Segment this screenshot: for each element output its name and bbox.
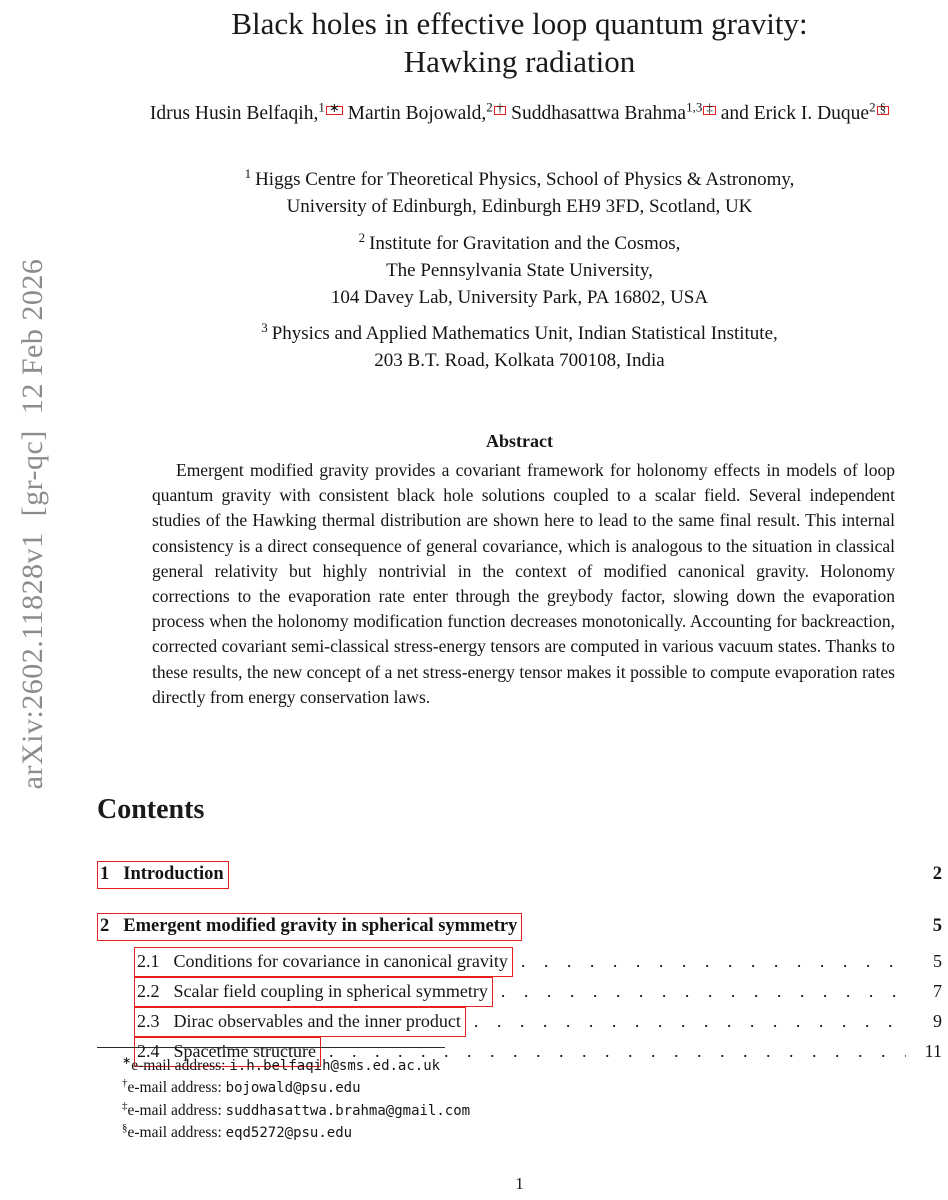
affiliation-1-text: Higgs Centre for Theoretical Physics, School of Physics & Astronomy, bbox=[255, 169, 795, 190]
affiliation-1 bbox=[97, 166, 942, 220]
affiliation-3-sup: 3 bbox=[261, 319, 268, 335]
toc-section-title: Introduction bbox=[123, 864, 224, 884]
toc-page-number: 7 bbox=[933, 981, 942, 1001]
toc-link-section-2-3[interactable] bbox=[134, 1007, 466, 1037]
footnote-2-mark: † bbox=[122, 1077, 128, 1090]
toc-page-number: 2 bbox=[932, 864, 942, 884]
toc-row-section-2-2 bbox=[97, 977, 942, 1007]
footnote-1-label: e-mail address: bbox=[131, 1057, 230, 1074]
footnotes bbox=[97, 1047, 942, 1144]
footnote-4-label: e-mail address: bbox=[127, 1123, 226, 1141]
affiliation-2-text: Institute for Gravitation and the Cosmos, bbox=[369, 233, 681, 254]
affiliation-2-line-1 bbox=[97, 230, 942, 257]
affiliation-1-line-1 bbox=[97, 166, 942, 193]
author-4 bbox=[720, 99, 889, 124]
toc-page-number: 5 bbox=[933, 951, 942, 971]
author-1-footnote-link[interactable]: ∗ bbox=[326, 106, 343, 115]
author-3-affil-sup: 1,3 bbox=[686, 99, 703, 115]
toc-row-section-2-1 bbox=[97, 947, 942, 977]
author-list bbox=[97, 100, 942, 127]
toc-link-section-2-2[interactable] bbox=[134, 977, 493, 1007]
footnote-2-label: e-mail address: bbox=[127, 1079, 226, 1097]
footnote-4-mark: § bbox=[122, 1121, 128, 1134]
toc-row-section-2 bbox=[97, 913, 942, 941]
affiliation-1-line-2: University of Edinburgh, Edinburgh EH9 3FD, Scotland, UK bbox=[286, 196, 753, 217]
footnote-2-email: bojowald@psu.edu bbox=[225, 1080, 361, 1097]
toc-row-section-1 bbox=[97, 861, 942, 889]
abstract-heading: Abstract bbox=[486, 431, 553, 451]
affiliation-2-sup: 2 bbox=[358, 229, 366, 245]
author-3-footnote-link[interactable]: ‡ bbox=[703, 106, 716, 115]
affiliation-2-line-2: The Pennsylvania State University, bbox=[386, 260, 653, 281]
toc-section-title: Dirac observables and the inner product bbox=[173, 1011, 461, 1031]
author-4-name: and Erick I. Duque bbox=[720, 103, 870, 124]
toc-leader-dots bbox=[521, 948, 906, 975]
toc-link-section-2[interactable] bbox=[97, 913, 522, 941]
footnote-2 bbox=[97, 1077, 942, 1099]
table-of-contents bbox=[97, 861, 942, 1067]
page-number: 1 bbox=[515, 1174, 524, 1193]
toc-page-number: 9 bbox=[933, 1011, 942, 1031]
footnote-4-email: eqd5272@psu.edu bbox=[225, 1124, 353, 1141]
footnote-3-mark: ‡ bbox=[122, 1099, 128, 1112]
author-1 bbox=[149, 99, 343, 124]
affiliation-3 bbox=[97, 320, 942, 374]
footnote-3-email: suddhasattwa.brahma@gmail.com bbox=[225, 1102, 471, 1119]
toc-section-number: 2.3 bbox=[137, 1011, 160, 1031]
author-1-affil-sup: 1 bbox=[318, 99, 325, 115]
toc-section-title: Scalar field coupling in spherical symmetry bbox=[173, 981, 488, 1001]
affiliation-3-line-2: 203 B.T. Road, Kolkata 700108, India bbox=[374, 350, 665, 371]
paper-title-line-2: Hawking radiation bbox=[403, 44, 636, 79]
author-2-name: Martin Bojowald, bbox=[347, 103, 487, 124]
contents-heading: Contents bbox=[97, 794, 205, 825]
affiliation-3-text: Physics and Applied Mathematics Unit, Indian Statistical Institute, bbox=[271, 323, 778, 344]
toc-section-title: Spacetime structure bbox=[173, 1041, 316, 1061]
toc-leader-dots bbox=[474, 1008, 906, 1035]
author-2-affil-sup: 2 bbox=[486, 99, 493, 115]
toc-link-section-1[interactable] bbox=[97, 861, 229, 889]
footnote-1-mark: ∗ bbox=[122, 1054, 132, 1067]
toc-leader-dots bbox=[501, 978, 906, 1005]
footnote-3-label: e-mail address: bbox=[127, 1101, 226, 1119]
author-2 bbox=[347, 99, 507, 124]
toc-section-title: Emergent modified gravity in spherical symmetry bbox=[123, 916, 518, 936]
affiliation-2-line-3: 104 Davey Lab, University Park, PA 16802, USA bbox=[330, 287, 709, 308]
toc-page-number: 5 bbox=[932, 916, 942, 936]
toc-page-number: 11 bbox=[924, 1041, 942, 1061]
toc-section-number: 2 bbox=[100, 916, 110, 936]
toc-section-number: 2.4 bbox=[137, 1041, 160, 1061]
toc-row-section-2-3 bbox=[97, 1007, 942, 1037]
affiliation-3-line-1 bbox=[97, 320, 942, 347]
footnote-1 bbox=[97, 1055, 942, 1077]
footnote-rule bbox=[97, 1047, 445, 1048]
toc-link-section-2-1[interactable] bbox=[134, 947, 513, 977]
footnote-1-email: i.h.belfaqih@sms.ed.ac.uk bbox=[229, 1058, 441, 1074]
author-4-affil-sup: 2 bbox=[869, 99, 876, 115]
author-3-name: Suddhasattwa Brahma bbox=[511, 103, 687, 124]
paper-title-line-1: Black holes in effective loop quantum gravity: bbox=[231, 6, 808, 41]
page-content bbox=[97, 0, 942, 1200]
author-2-footnote-link[interactable]: † bbox=[494, 106, 507, 115]
paper-title bbox=[97, 5, 942, 81]
author-4-footnote-link[interactable]: § bbox=[877, 106, 890, 115]
arxiv-watermark: arXiv:2602.11828v1 [gr-qc] 12 Feb 2026 bbox=[16, 258, 49, 790]
abstract-text: Emergent modified gravity provides a covariant framework for holonomy effects in models of loop quantum gravity with consistent black hole solutions coupled to a scalar field. Several independent studies of the Hawking thermal distribution are shown here to lead to the same final result. This internal consistency is a direct consequence of general covariance, which is analogous to the situation in classical general relativity but highly nontrivial in the context of modified canonical gravity. Holonomy corrections to the evaporation rate enter through the greybody factor, slowing down the evaporation process when the holonomy modification function decreases monotonically. Accounting for backreaction, corrected covariant semi-classical stress-energy tensors are computed in various vacuum states. Thanks to these results, the new concept of a net stress-energy tensor makes it possible to compute evaporation rates directly from energy conservation laws. bbox=[152, 460, 895, 707]
author-1-name: Idrus Husin Belfaqih, bbox=[149, 103, 319, 124]
toc-section-number: 2.2 bbox=[137, 981, 160, 1001]
affiliation-1-sup: 1 bbox=[244, 165, 252, 181]
author-3 bbox=[511, 99, 716, 124]
footnote-4 bbox=[97, 1122, 942, 1144]
toc-section-title: Conditions for covariance in canonical gravity bbox=[173, 951, 508, 971]
toc-section-number: 2.1 bbox=[137, 951, 160, 971]
affiliation-2 bbox=[97, 230, 942, 311]
toc-section-number: 1 bbox=[100, 864, 110, 884]
footnote-3 bbox=[97, 1100, 942, 1122]
